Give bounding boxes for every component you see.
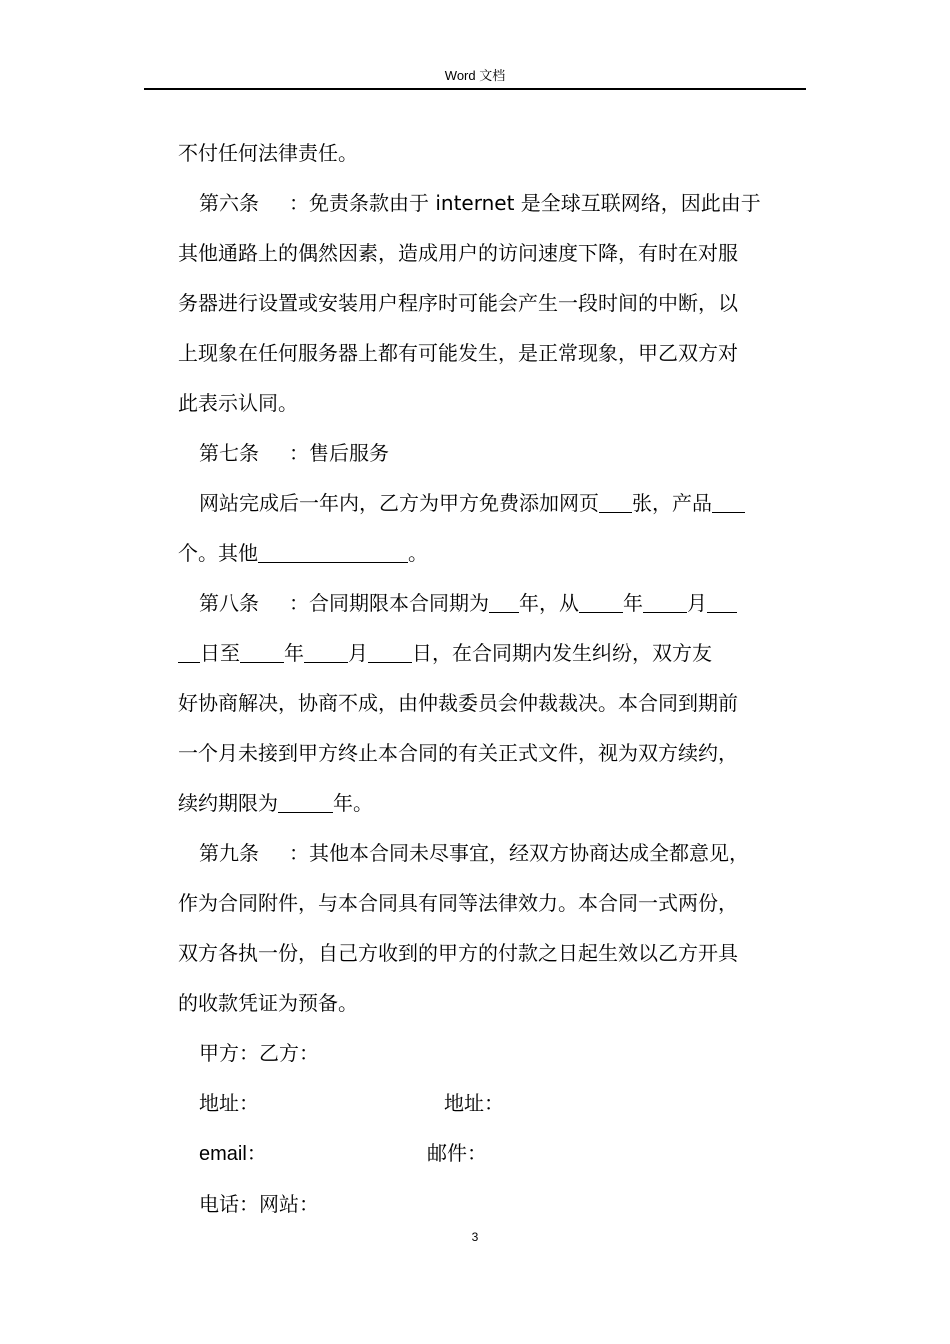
article-6-label: 第六条 (199, 191, 259, 215)
article-7-line-1 (178, 478, 810, 528)
signature-phone-website: 电话：网站： (199, 1192, 319, 1216)
party-b-address-label: 地址： (444, 1091, 504, 1115)
article-8-line-2 (178, 628, 810, 678)
blank-field-end-month (304, 662, 348, 663)
article-8-text-5a: 续约期限为 (178, 791, 278, 815)
article-6-line-2: 其他通路上的偶然因素，造成用户的访问速度下降，有时在对服 (178, 241, 738, 265)
signature-email-row (178, 1128, 810, 1179)
document-body (178, 128, 810, 1229)
article-7-text-1b: 张，产品 (632, 491, 712, 515)
party-a-address-label: 地址： (199, 1091, 259, 1115)
article-7-label: 第七条 (199, 441, 259, 465)
article-8-text-2b: 年 (284, 641, 304, 665)
article-7-text-1a: 网站完成后一年内，乙方为甲方免费添加网页 (199, 491, 599, 515)
article-8-line-1 (178, 578, 810, 628)
article-9-line-1 (178, 828, 810, 878)
blank-field-end-year (240, 662, 284, 663)
blank-field-pages (599, 512, 632, 513)
article-7-text-2a: 个。其他 (178, 541, 258, 565)
paragraph-continuation: 不付任何法律责任。 (178, 141, 358, 165)
blank-field-other (258, 562, 408, 563)
article-8-label: 第八条 (199, 591, 259, 615)
article-7-text-2b: 。 (408, 541, 428, 565)
article-9-line-3: 双方各执一份，自己方收到的甲方的付款之日起生效以乙方开具 (178, 941, 738, 965)
article-6-line-4: 上现象在任何服务器上都有可能发生，是正常现象，甲乙双方对 (178, 341, 738, 365)
blank-field-start-day (707, 612, 737, 613)
blank-field-products (712, 512, 745, 513)
article-6-line-5: 此表示认同。 (178, 391, 298, 415)
blank-field-start-year (579, 612, 623, 613)
article-8-text-1c: 年 (623, 591, 643, 615)
article-8-text-2d: 日，在合同期内发生纠纷，双方友 (412, 641, 712, 665)
article-6-line-1 (178, 178, 810, 228)
blank-field-start-day-cont (178, 662, 200, 663)
article-8-text-1d: 月 (687, 591, 707, 615)
blank-field-start-month (643, 612, 687, 613)
article-8-line-4: 一个月未接到甲方终止本合同的有关正式文件，视为双方续约， (178, 741, 738, 765)
article-7-heading (178, 428, 810, 478)
article-6-text-1: 免责条款由于 internet 是全球互联网络，因此由于 (309, 191, 761, 215)
page-header-title: Word 文档 (444, 68, 506, 83)
header-divider (144, 88, 806, 90)
article-8-line-3: 好协商解决，协商不成，由仲裁委员会仲裁裁决。本合同到期前 (178, 691, 738, 715)
signature-parties: 甲方：乙方： (199, 1041, 319, 1065)
article-7-title: 售后服务 (309, 441, 389, 465)
article-8-colon: ： (289, 591, 309, 615)
article-7-colon: ： (289, 441, 309, 465)
blank-field-end-day (368, 662, 412, 663)
article-8-text-1a: 合同期限本合同期为 (309, 591, 489, 615)
article-9-line-2: 作为合同附件，与本合同具有同等法律效力。本合同一式两份， (178, 891, 738, 915)
article-8-text-1b: 年，从 (519, 591, 579, 615)
article-9-label: 第九条 (199, 841, 259, 865)
party-a-email-label: email： (199, 1143, 267, 1165)
article-6-line-3: 务器进行设置或安装用户程序时可能会产生一段时间的中断，以 (178, 291, 738, 315)
article-9-text-1: 其他本合同未尽事宜，经双方协商达成全都意见， (309, 841, 749, 865)
article-8-line-5 (178, 778, 810, 828)
blank-field-term-years (489, 612, 519, 613)
signature-address-row (178, 1078, 810, 1128)
article-8-text-2a: 日至 (200, 641, 240, 665)
article-9-line-4: 的收款凭证为预备。 (178, 991, 358, 1015)
party-b-email-label: 邮件： (427, 1141, 487, 1165)
article-9-colon: ： (289, 841, 309, 865)
article-8-text-5b: 年。 (333, 791, 373, 815)
page-number: 3 (471, 1230, 479, 1244)
article-8-text-2c: 月 (348, 641, 368, 665)
article-7-line-2 (178, 528, 810, 578)
article-6-colon: ： (289, 191, 309, 215)
blank-field-renewal-years (278, 812, 333, 813)
